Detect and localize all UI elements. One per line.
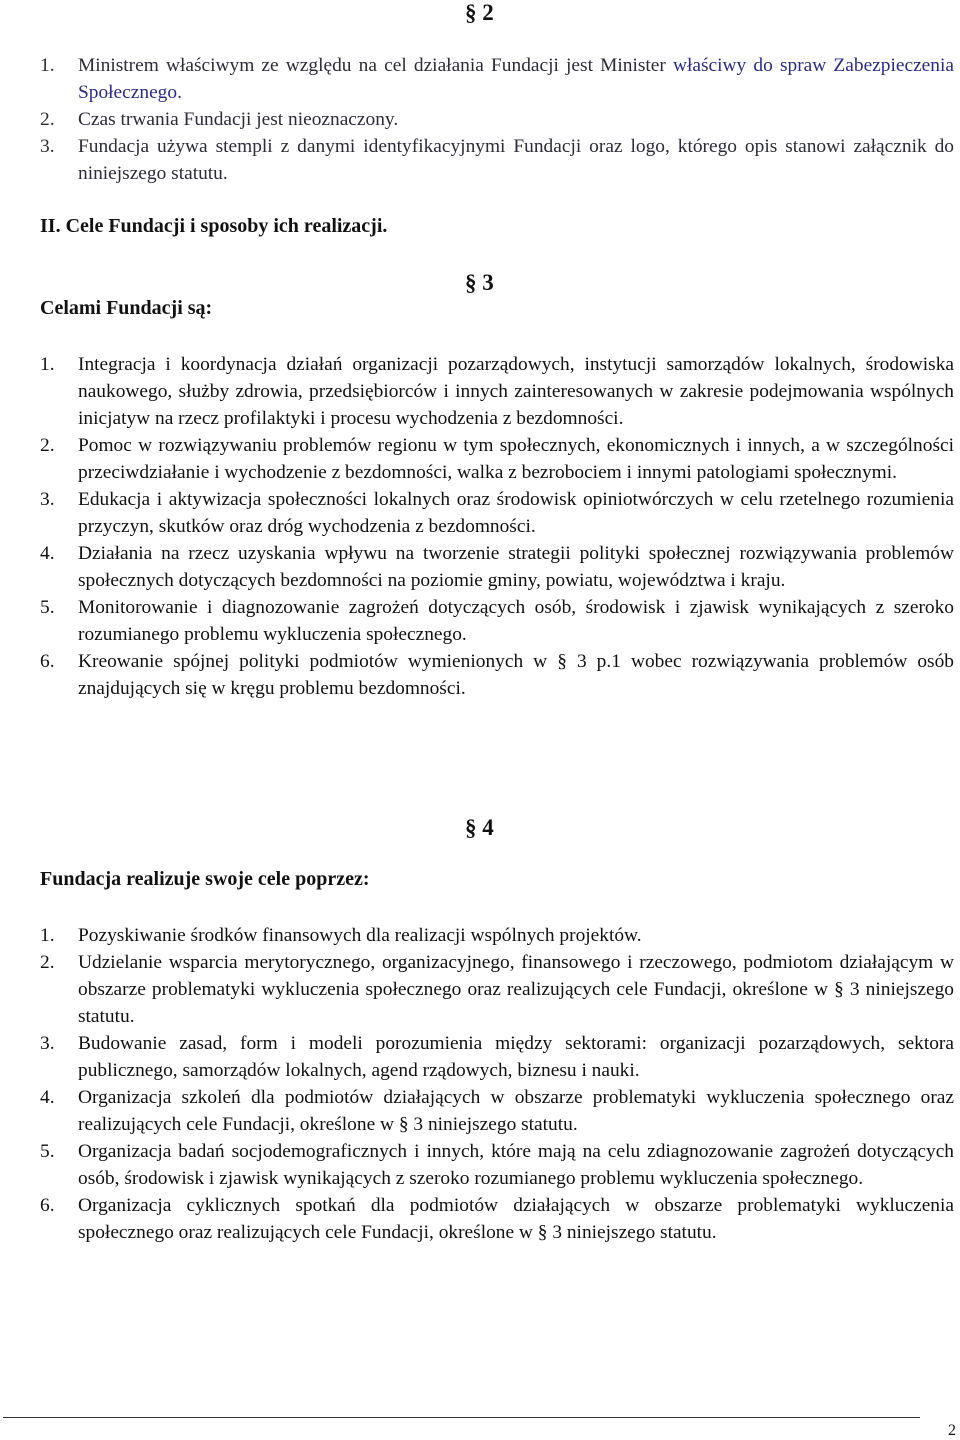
- list-item: [40, 1138, 954, 1192]
- list-item-number: 2.: [40, 952, 55, 973]
- list-item-number: 1.: [40, 55, 55, 76]
- list-item-text-part: Ministrem właściwym ze względu na cel działania Fundacji jest Minister: [78, 55, 673, 76]
- list-item-number: 2.: [40, 435, 55, 456]
- list-item-number: 5.: [40, 597, 55, 618]
- list-item-number: 6.: [40, 1195, 55, 1216]
- list-item-text: Pozyskiwanie środków finansowych dla realizacji wspólnych projektów.: [78, 925, 642, 946]
- list-item-number: 1.: [40, 925, 55, 946]
- list-item-text: Czas trwania Fundacji jest nieoznaczony.: [78, 109, 399, 130]
- list-item: [40, 1030, 954, 1084]
- list-item-number: 4.: [40, 543, 55, 564]
- list-item-text: Kreowanie spójnej polityki podmiotów wymienionych w § 3 p.1 wobec rozwiązywania problemów osób znajdujących się w kręgu problemu bezdomności.: [78, 651, 954, 699]
- list-item-text: Budowanie zasad, form i modeli porozumienia między sektorami: organizacji pozarządowych, sektora publicznego, samorządów lokalnych, agend rządowych, biznesu i nauki.: [78, 1033, 954, 1081]
- goals-list: [40, 351, 954, 702]
- list-item-text: [78, 52, 954, 106]
- list-item-number: 3.: [40, 136, 55, 157]
- chapter-heading: II. Cele Fundacji i sposoby ich realizacji.: [40, 215, 388, 237]
- list-item-text-highlighted: właściwy do spraw Zabezpieczenia Społecznego.: [78, 55, 954, 103]
- list-item: [40, 594, 954, 648]
- list-item-number: 4.: [40, 1087, 55, 1108]
- list-item-text: Monitorowanie i diagnozowanie zagrożeń dotyczących osób, środowisk i zjawisk wynikających z szeroko rozumianego problemu wykluczenia społecznego.: [78, 597, 954, 645]
- list-item: [40, 52, 954, 106]
- list-item-number: 2.: [40, 109, 55, 130]
- list-item-number: 5.: [40, 1141, 55, 1162]
- goals-heading: Celami Fundacji są:: [40, 297, 213, 319]
- list-item: [40, 922, 954, 949]
- means-list: [40, 922, 954, 1246]
- list-item-text: Udzielanie wsparcia merytorycznego, organizacyjnego, finansowego i rzeczowego, podmiotom działającym w obszarze problematyki wykluczenia społecznego oraz realizujących cele Fundacji, określone w § 3 niniejszego statutu.: [78, 952, 954, 1027]
- list-item: [40, 106, 954, 133]
- footer-divider: [3, 1417, 920, 1418]
- means-heading: Fundacja realizuje swoje cele poprzez:: [40, 868, 370, 890]
- list-item-text: Edukacja i aktywizacja społeczności lokalnych oraz środowisk opiniotwórczych w celu rzetelnego rozumienia przyczyn, skutków oraz dróg wychodzenia z bezdomności.: [78, 489, 954, 537]
- list-item: [40, 648, 954, 702]
- list-item-number: 3.: [40, 1033, 55, 1054]
- list-item-text: Organizacja cyklicznych spotkań dla podmiotów działających w obszarze problematyki wykluczenia społecznego oraz realizujących cele Fundacji, określone w § 3 niniejszego statutu.: [78, 1195, 954, 1243]
- list-item: [40, 540, 954, 594]
- list-item-text: Integracja i koordynacja działań organizacji pozarządowych, instytucji samorządów lokalnych, środowiska naukowego, służby zdrowia, przedsiębiorców i innych zainteresowanych w zakresie podejmowania wspólnych inicjatyw na rzecz profilaktyki i procesu wychodzenia z bezdomności.: [78, 354, 954, 429]
- list-item-text: Organizacja szkoleń dla podmiotów działających w obszarze problematyki wykluczenia społecznego oraz realizujących cele Fundacji, określone w § 3 niniejszego statutu.: [78, 1087, 954, 1135]
- general-provisions-list: [40, 52, 954, 187]
- list-item-number: 3.: [40, 489, 55, 510]
- list-item-text: Pomoc w rozwiązywaniu problemów regionu w tym społecznych, ekonomicznych i innych, a w szczególności przeciwdziałanie i wychodzenie z bezdomności, walka z bezrobociem i innymi patologiami społecznymi.: [78, 435, 954, 483]
- list-item: [40, 1084, 954, 1138]
- list-item: [40, 486, 954, 540]
- list-item: [40, 133, 954, 187]
- list-item-number: 1.: [40, 354, 55, 375]
- list-item-text: Fundacja używa stempli z danymi identyfikacyjnymi Fundacji oraz logo, którego opis stanowi załącznik do niniejszego statutu.: [78, 136, 954, 184]
- list-item: [40, 432, 954, 486]
- list-item: [40, 351, 954, 432]
- list-item-number: 6.: [40, 651, 55, 672]
- list-item-text: Działania na rzecz uzyskania wpływu na tworzenie strategii polityki społecznej rozwiązywania problemów społecznych dotyczących bezdomności na poziomie gminy, powiatu, województwa i kraju.: [78, 543, 954, 591]
- section-3-heading: § 3: [465, 270, 494, 295]
- section-2-heading: § 2: [465, 0, 494, 25]
- page-number: 2: [948, 1422, 956, 1439]
- list-item: [40, 1192, 954, 1246]
- section-4-heading: § 4: [465, 815, 494, 840]
- list-item: [40, 949, 954, 1030]
- list-item-text: Organizacja badań socjodemograficznych i innych, które mają na celu zdiagnozowanie zagrożeń dotyczących osób, środowisk i zjawisk wynikających z szeroko rozumianego problemu wykluczenia społecznego.: [78, 1141, 954, 1189]
